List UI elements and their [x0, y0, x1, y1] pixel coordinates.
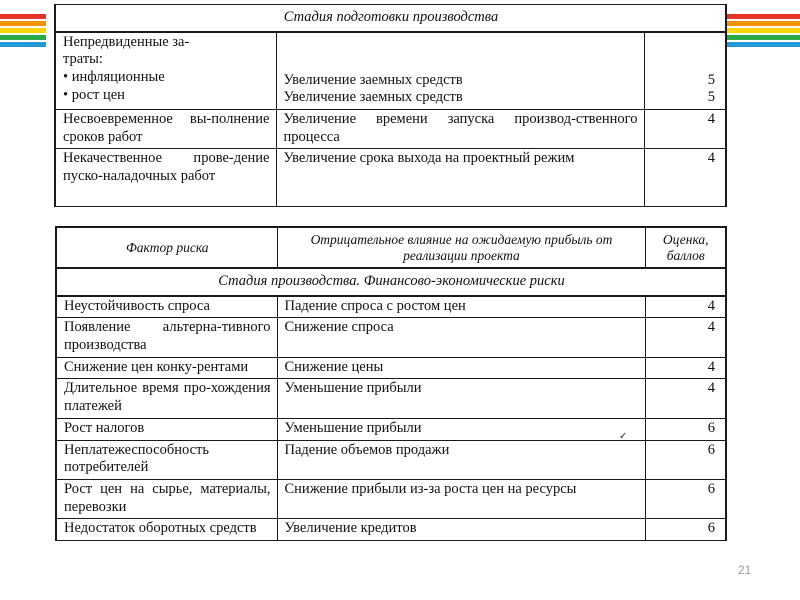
- factor-cell: Недостаток оборотных средств: [56, 519, 277, 541]
- risk-table-preparation: [54, 4, 727, 207]
- effect-cell: Падение спроса с ростом цен: [277, 296, 645, 318]
- slide-number: 21: [738, 563, 752, 577]
- effect-line: Увеличение заемных средств: [283, 89, 463, 106]
- factor-line: • инфляционные: [63, 69, 165, 86]
- factor-cell: Снижение цен конку-рентами: [56, 357, 277, 379]
- factor-cell: Появление альтерна-тивного производства: [56, 318, 277, 357]
- factor-cell: Неплатежеспособность потребителей: [56, 440, 277, 479]
- table-row: [56, 296, 726, 318]
- stage-title: Стадия производства. Финансово-экономические риски: [56, 268, 726, 296]
- header-effect: Отрицательное влияние на ожидаемую прибыль от реализации проекта: [277, 227, 645, 268]
- table-header-row: [56, 227, 726, 268]
- factor-cell: Длительное время про-хождения платежей: [56, 379, 277, 418]
- stripe: [0, 21, 46, 26]
- table-row: [55, 32, 726, 110]
- scan-speck: ✓: [619, 431, 628, 442]
- factor-cell: Рост цен на сырье, материалы, перевозки: [56, 479, 277, 518]
- score-cell: 4: [645, 379, 726, 418]
- score-cell: 6: [645, 519, 726, 541]
- risk-table-production: [55, 226, 727, 541]
- factor-cell: Некачественное прове-дение пуско-наладочных работ: [55, 149, 276, 207]
- score-cell: 4: [644, 110, 726, 149]
- stripe: [722, 35, 800, 40]
- score-cell: [644, 32, 726, 110]
- stripe: [0, 28, 46, 33]
- effect-cell: Снижение прибыли из-за роста цен на ресурсы: [277, 479, 645, 518]
- table-row: [56, 479, 726, 518]
- score-cell: 4: [645, 357, 726, 379]
- table-row: [56, 379, 726, 418]
- score-cell: 4: [645, 318, 726, 357]
- table-row: [56, 519, 726, 541]
- score-cell: 6: [645, 479, 726, 518]
- header-score: Оценка, баллов: [645, 227, 726, 268]
- table-row: [55, 110, 726, 149]
- effect-cell: Падение объемов продажи: [277, 440, 645, 479]
- effect-cell: Уменьшение прибыли: [277, 379, 645, 418]
- stripe: [722, 21, 800, 26]
- stripe: [0, 35, 46, 40]
- factor-cell: Неустойчивость спроса: [56, 296, 277, 318]
- factor-cell: Несвоевременное вы-полнение сроков работ: [55, 110, 276, 149]
- effect-cell: Снижение цены: [277, 357, 645, 379]
- factor-line: • рост цен: [63, 86, 125, 103]
- stripe: [0, 14, 46, 19]
- decor-stripes-right: [722, 14, 800, 49]
- score-cell: 4: [645, 296, 726, 318]
- effect-cell: Уменьшение прибыли: [277, 418, 645, 440]
- table-row: [56, 440, 726, 479]
- effect-cell: Снижение спроса: [277, 318, 645, 357]
- table-row: [56, 318, 726, 357]
- factor-cell: Рост налогов: [56, 418, 277, 440]
- effect-cell: [276, 32, 644, 110]
- effect-cell: Увеличение срока выхода на проектный режим: [276, 149, 644, 207]
- stripe: [0, 42, 46, 47]
- stripe: [722, 14, 800, 19]
- factor-line: Непредвиденные за-: [63, 33, 190, 50]
- table-row: [56, 357, 726, 379]
- score-line: 5: [707, 89, 716, 106]
- header-factor: Фактор риска: [56, 227, 277, 268]
- factor-line: траты:: [63, 51, 103, 68]
- effect-line: Увеличение заемных средств: [283, 71, 463, 88]
- score-cell: 6: [645, 418, 726, 440]
- score-cell: 6: [645, 440, 726, 479]
- effect-cell: Увеличение кредитов: [277, 519, 645, 541]
- stage-title: Стадия подготовки производства: [55, 5, 726, 32]
- score-cell: 4: [644, 149, 726, 207]
- factor-cell: [55, 32, 276, 110]
- score-line: 5: [707, 71, 716, 88]
- table-row: [55, 149, 726, 207]
- effect-cell: Увеличение времени запуска производ-ственного процесса: [276, 110, 644, 149]
- stripe: [722, 28, 800, 33]
- stripe: [722, 42, 800, 47]
- decor-stripes-left: [0, 14, 46, 49]
